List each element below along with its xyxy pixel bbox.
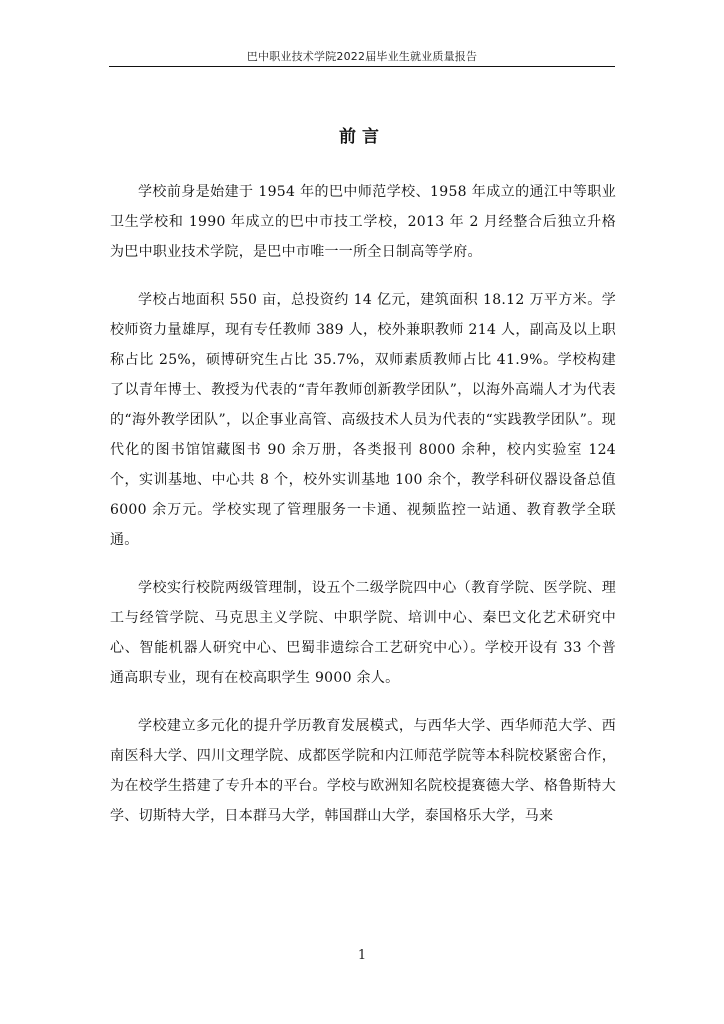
paragraph-facilities: 学校占地面积 550 亩，总投资约 14 亿元，建筑面积 18.12 万平方米。学校师资力量雄厚，现有专任教师 389 人，校外兼职教师 214 人，副高及以上职称占比 25%，硕博研究生占比 35.7%，双师素质教师占比 41.9%。学校构建了以青年博士、教授为代表的“青年教师创新教学团队”，以海外高端人才为代表的“海外教学团队”，以企事业高管、高级技术人员为代表的“实践教学团队”。现代化的图书馆馆藏图书 90 余万册，各类报刊 8000 余种，校内实验室 124 个，实训基地、中心共 8 个，校外实训基地 100 余个，教学科研仪器设备总值 6000 余万元。学校实现了管理服务一卡通、视频监控一站通、教育教学全联通。 bbox=[110, 292, 616, 548]
page-number: 1 bbox=[357, 948, 367, 963]
section-title: 前言 bbox=[339, 127, 385, 147]
paragraph-management: 学校实行校院两级管理制，设五个二级学院四中心（教育学院、医学院、理工与经管学院、马克思主义学院、中职学院、培训中心、秦巴文化艺术研究中心、智能机器人研究中心、巴蜀非遗综合工艺研究中心）。学校开设有 33 个普通高职专业，现有在校高职学生 9000 余人。 bbox=[110, 580, 616, 686]
running-header: 巴中职业技术学院2022届毕业生就业质量报告 bbox=[246, 50, 478, 63]
paragraph-cooperation: 学校建立多元化的提升学历教育发展模式，与西华大学、西华师范大学、西南医科大学、四川文理学院、成都医学院和内江师范学院等本科院校紧密合作，为在校学生搭建了专升本的平台。学校与欧洲知名院校提赛德大学、格鲁斯特大学、切斯特大学，日本群马大学，韩国群山大学，泰国格乐大学，马来 bbox=[110, 718, 616, 824]
paragraph-history: 学校前身是始建于 1954 年的巴中师范学校、1958 年成立的通江中等职业卫生学校和 1990 年成立的巴中市技工学校，2013 年 2 月经整合后独立升格为巴中职业技术学院，是巴中市唯一一所全日制高等学府。 bbox=[110, 184, 616, 260]
body-text bbox=[110, 177, 616, 849]
header-divider bbox=[109, 66, 615, 67]
